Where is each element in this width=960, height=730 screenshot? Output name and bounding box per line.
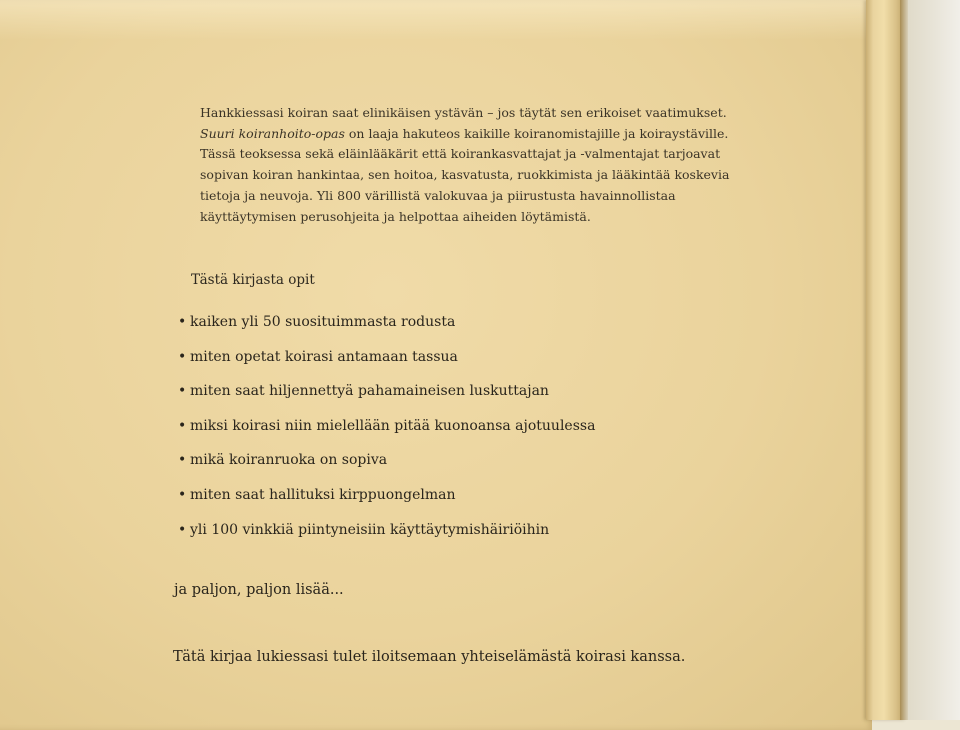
book-title: Suuri koiranhoito-opas (200, 125, 345, 141)
list-item-text: miten saat hiljennettyä pahamaineisen luskuttajan (190, 383, 549, 400)
list-item-text: kaiken yli 50 suosituimmasta rodusta (190, 314, 456, 330)
list-item-text: yli 100 vinkkiä piintyneisiin käyttäytymishäiriöihin (190, 521, 550, 538)
list-item (178, 409, 798, 444)
bullet-icon: • (178, 521, 187, 538)
list-item (178, 478, 798, 513)
bullet-icon: • (178, 348, 187, 365)
intro-line-1: Hankkiessasi koiran saat elinikäisen ystävän – jos täytät sen erikoiset vaatimukset. (200, 105, 727, 120)
bullet-icon: • (178, 452, 187, 469)
list-item-text: miten opetat koirasi antamaan tassua (190, 348, 458, 365)
bullet-icon: • (178, 383, 187, 400)
list-item-text: miksi koirasi niin mielellään pitää kuonoansa ajotuulessa (190, 417, 596, 434)
bullet-icon: • (178, 417, 187, 434)
list-item (178, 513, 798, 548)
list-item (178, 305, 798, 340)
intro-line-3: Tässä teoksessa sekä eläinlääkärit että koirankasvattajat ja -valmentajat tarjoavat (200, 146, 721, 162)
list-item-text: mikä koiranruoka on sopiva (190, 452, 388, 469)
intro-paragraph (200, 103, 790, 227)
list-item-text: miten saat hallituksi kirppuongelman (190, 486, 456, 503)
book-spine-edge (900, 0, 908, 720)
list-item (178, 443, 798, 478)
intro-line-6: käyttäytymisen perusohjeita ja helpottaa aiheiden löytämistä. (200, 208, 591, 224)
bullet-icon: • (178, 486, 187, 503)
bullet-icon: • (178, 314, 187, 330)
closing-text: Tätä kirjaa lukiessasi tulet iloitsemaan yhteiselämästä koirasi kanssa. (173, 649, 686, 665)
feature-list (178, 305, 798, 547)
intro-line-4: sopivan koiran hankintaa, sen hoitoa, kasvatusta, ruokkimista ja lääkintää koskevia (200, 167, 730, 183)
list-item (178, 340, 798, 375)
list-heading: Tästä kirjasta opit (191, 272, 315, 288)
intro-line-5: tietoja ja neuvoja. Yli 800 värillistä valokuvaa ja piirustusta havainnollistaa (200, 187, 676, 203)
more-text: ja paljon, paljon lisää... (174, 582, 344, 598)
intro-line-2 (200, 124, 790, 145)
list-item (178, 374, 798, 409)
intro-line-2-rest: on laaja hakuteos kaikille koiranomistajille ja koiraystäville. (344, 125, 729, 141)
